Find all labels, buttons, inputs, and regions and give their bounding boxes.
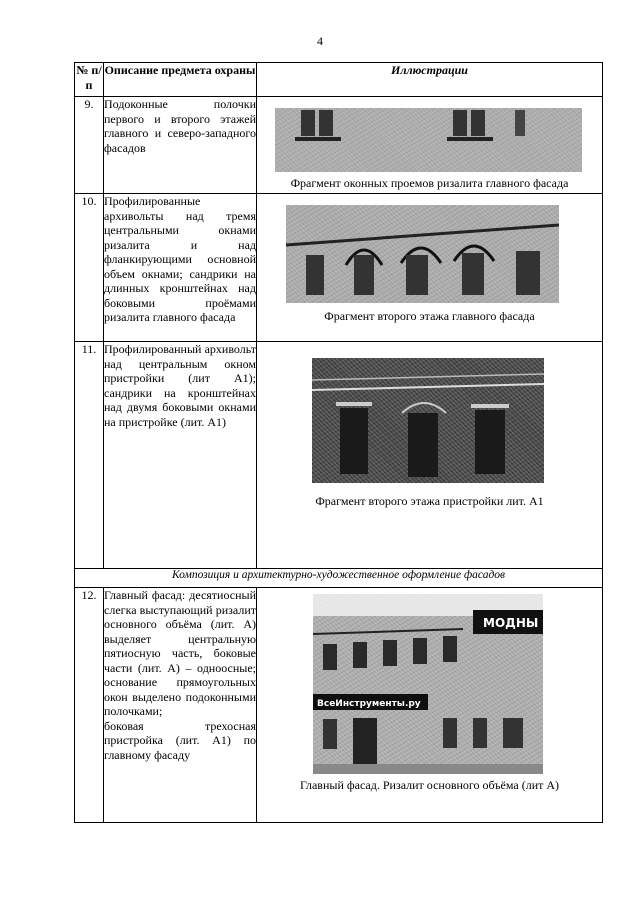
shop-sign-tools: ВсеИнструменты.ру [317, 699, 421, 709]
description-paragraph: боковая трехосная пристройка (лит. А1) по главному фасаду [104, 718, 256, 762]
annex-second-floor-photo [312, 358, 544, 483]
protection-subject-table [74, 62, 603, 823]
row-illustration [257, 588, 603, 823]
row-number: 11. [75, 342, 104, 569]
row-illustration [257, 194, 603, 342]
photo-caption: Главный фасад. Ризалит основного объёма (лит А) [299, 778, 560, 792]
second-floor-facade-photo [286, 205, 559, 303]
row-number: 9. [75, 97, 104, 194]
main-facade-photo [313, 594, 543, 774]
row-description: Подоконные полочки первого и второго этажей главного и северо-западного фасадов [104, 97, 257, 194]
table-row [75, 342, 603, 569]
table-row [75, 194, 603, 342]
row-number: 10. [75, 194, 104, 342]
photo-caption: Фрагмент оконных проемов ризалита главного фасада [290, 176, 569, 190]
window-fragment-photo [275, 108, 582, 172]
table-row [75, 588, 603, 823]
shop-sign-fashion: МОДНЫ [483, 616, 539, 630]
header-number: № п/п [75, 63, 104, 97]
photo-caption: Фрагмент второго этажа пристройки лит. А1 [315, 494, 544, 508]
row-description [104, 588, 257, 823]
row-illustration [257, 342, 603, 569]
section-heading-row [75, 569, 603, 588]
page-number: 4 [317, 34, 323, 48]
row-description: Профилированные архивольты над тремя центральными окнами ризалита и над фланкирующими основной объем окнами; сандрики на длинных кронштейнах над боковыми проёмами ризалита главного фасада [104, 194, 257, 342]
photo-caption: Фрагмент второго этажа главного фасада [324, 309, 535, 323]
description-paragraph: Главный фасад: десятиосный слегка выступающий ризалит основного объёма (лит. А) выделяет центральную пятиосную часть, боковые части (лит. А) – одноосные; основание прямоугольных окон выделено подоконными полочками; [104, 588, 256, 718]
section-heading: Композиция и архитектурно-художественное оформление фасадов [75, 569, 603, 588]
row-illustration [257, 97, 603, 194]
header-illustrations: Иллюстрации [257, 63, 603, 97]
header-description: Описание предмета охраны [104, 63, 257, 97]
row-number: 12. [75, 588, 104, 823]
row-description: Профилированный архивольт над центральным окном пристройки (лит А1); сандрики на кронштейнах над двумя боковыми окнами на пристройке (лит. А1) [104, 342, 257, 569]
table-row [75, 97, 603, 194]
table-header-row [75, 63, 603, 97]
